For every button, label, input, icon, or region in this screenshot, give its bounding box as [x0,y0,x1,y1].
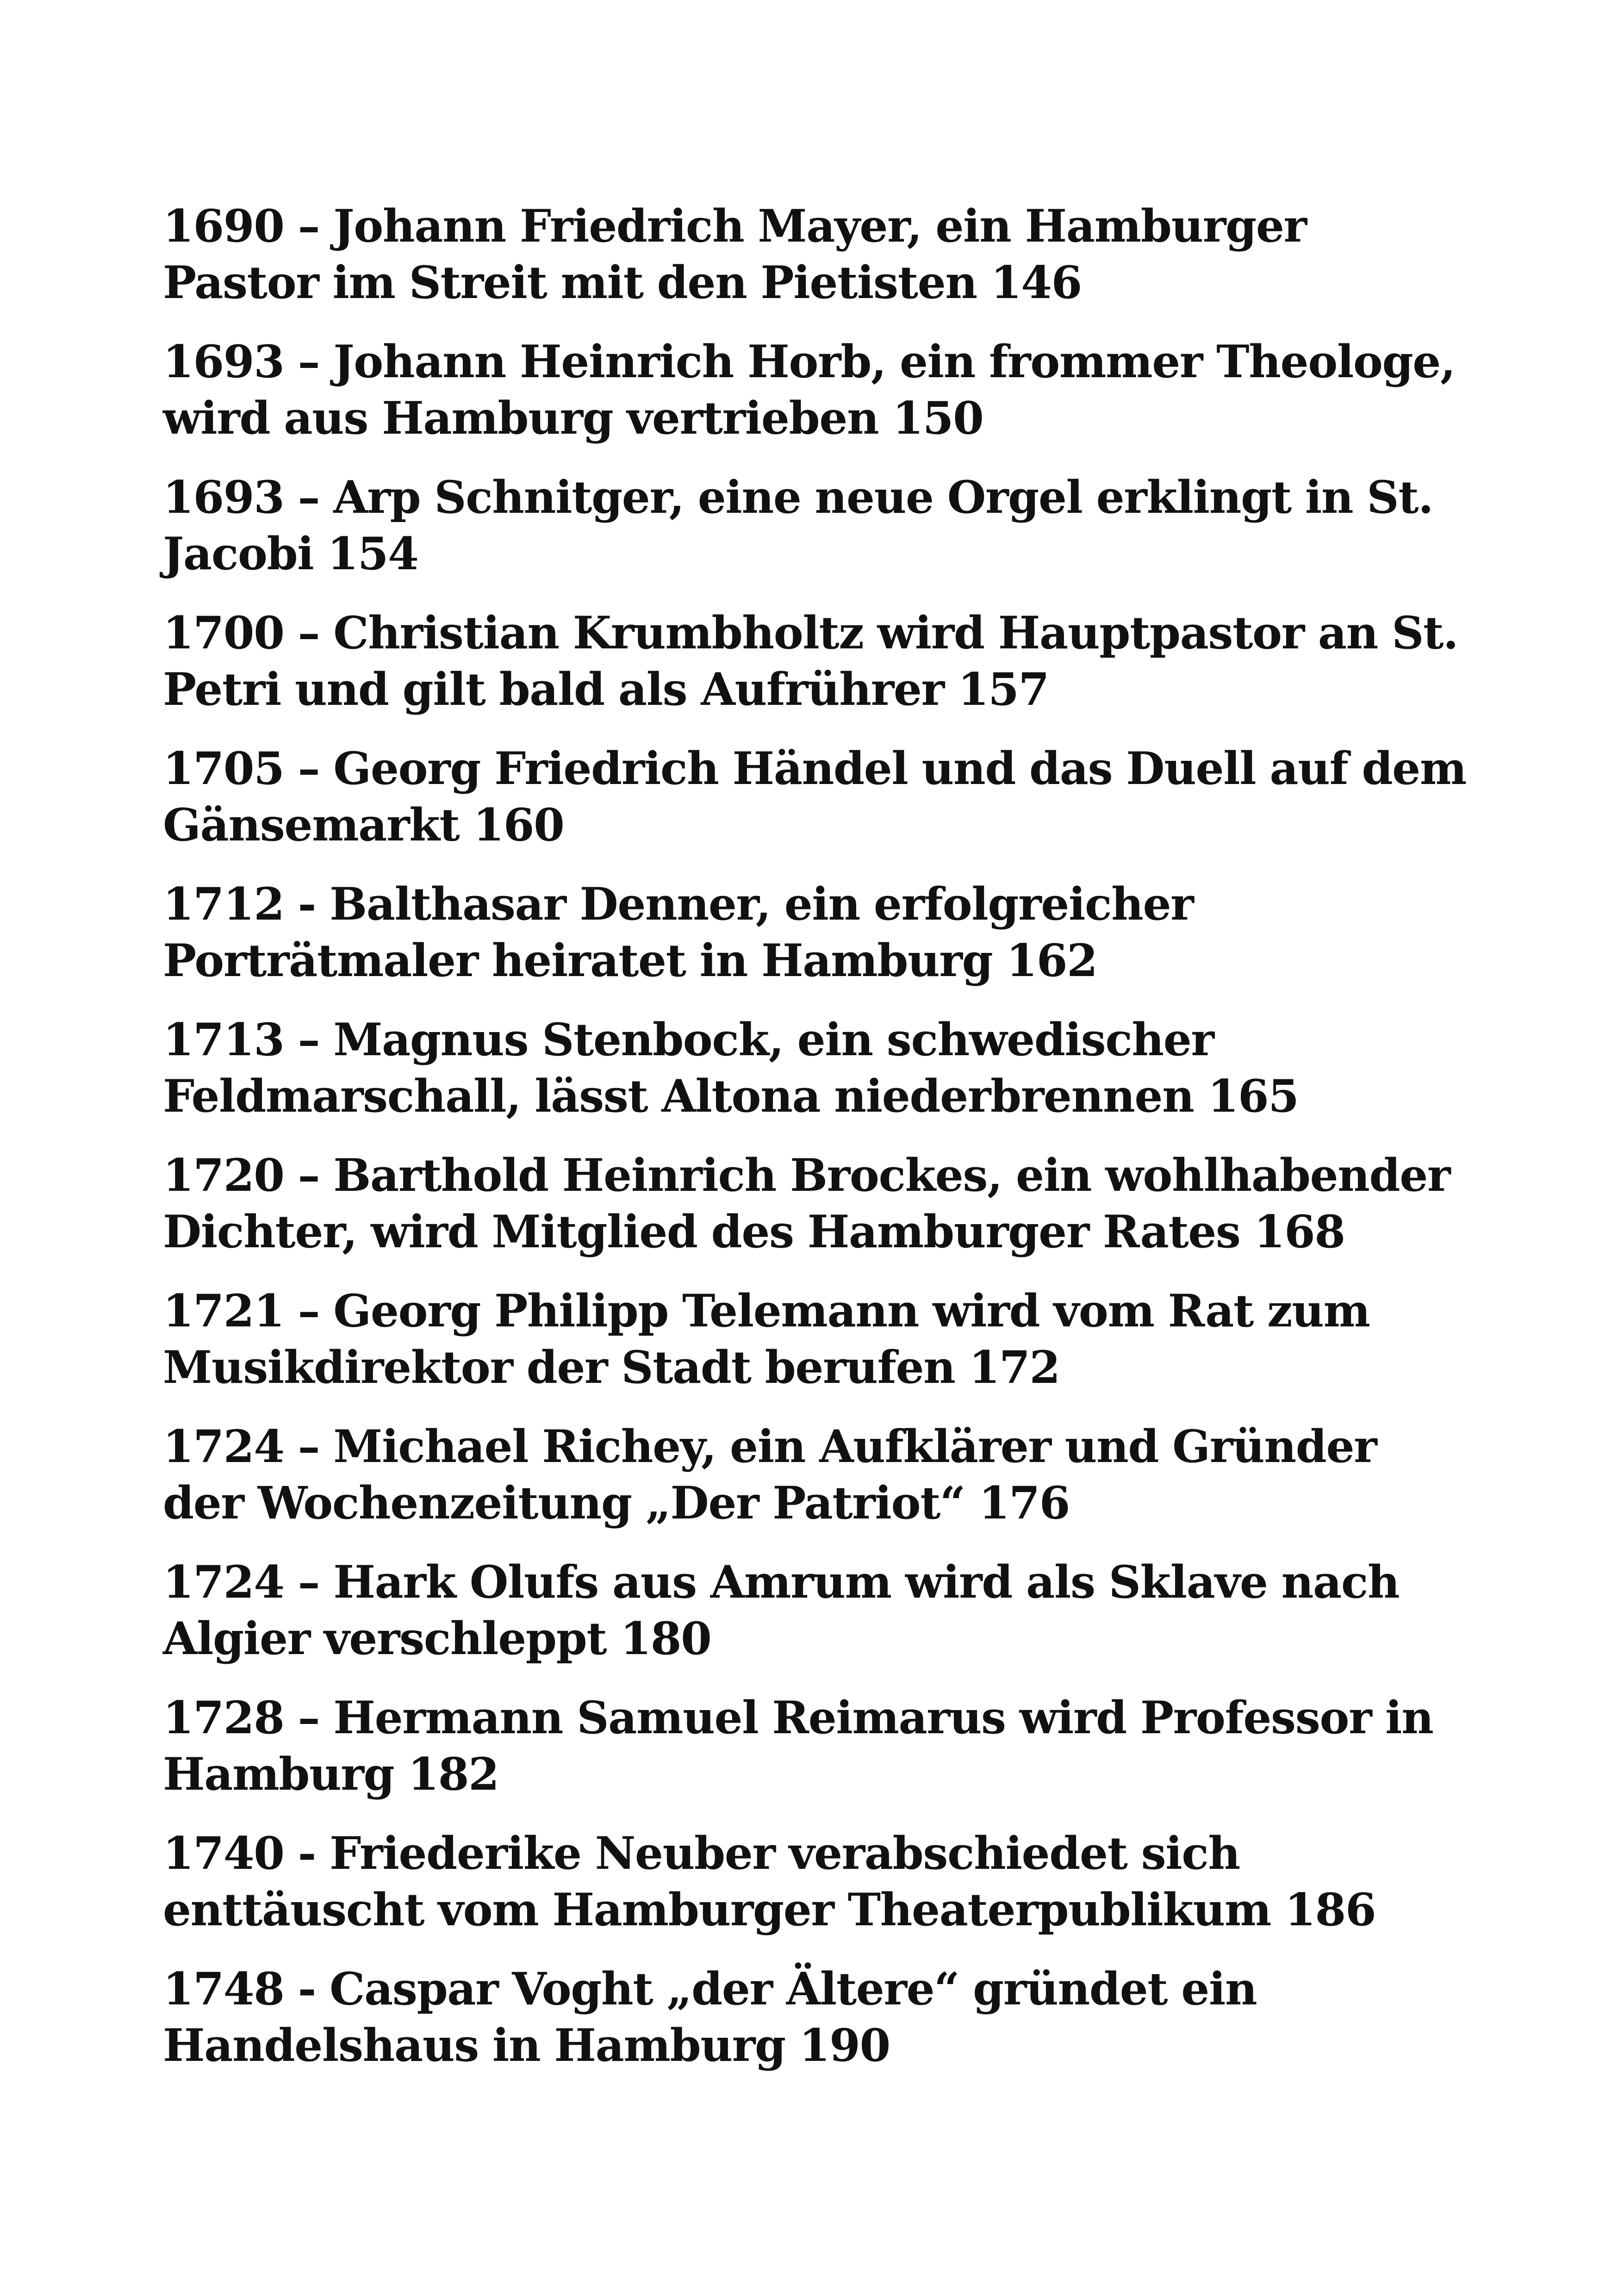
entry-page-number: 157 [958,663,1049,716]
entry-title: Caspar Voght „der Ältere“ gründet ein Handelshaus in Hamburg [163,1963,1257,2072]
entry-separator: – [298,1014,320,1066]
entry-separator: – [298,336,320,388]
entry-page-number: 186 [1285,1884,1376,1936]
entry-page-number: 162 [1006,934,1097,987]
entry-page-number: 146 [990,256,1082,309]
toc-entry [163,1147,1468,1260]
entry-page-number: 150 [892,392,983,444]
entry-separator: – [298,1420,320,1473]
entry-title: Balthasar Denner, ein erfolgreicher Porträtmaler heiratet in Hamburg [163,878,1194,987]
entry-year: 1724 [163,1556,284,1608]
toc-entry [163,1961,1468,2074]
entry-page-number: 154 [327,528,418,580]
toc-entry [163,1419,1468,1531]
toc-entry [163,740,1468,853]
entry-title: Hermann Samuel Reimarus wird Professor in Hamburg [163,1692,1433,1800]
entry-title: Barthold Heinrich Brockes, ein wohlhabender Dichter, wird Mitglied des Hamburger Rates [163,1149,1450,1258]
entry-page-number: 168 [1254,1206,1345,1258]
entry-separator: – [298,1692,320,1744]
entry-year: 1740 [163,1827,284,1879]
entry-title: Magnus Stenbock, ein schwedischer Feldmarschall, lässt Altona niederbrennen [163,1014,1214,1122]
entry-page-number: 165 [1207,1070,1299,1122]
entry-separator: – [298,471,320,523]
entry-page-number: 176 [978,1477,1070,1529]
toc-entry [163,876,1468,989]
entry-title: Arp Schnitger, eine neue Orgel erklingt in St. Jacobi [163,471,1433,580]
entry-year: 1690 [163,200,284,252]
entry-year: 1712 [163,878,284,930]
toc-entry [163,334,1468,447]
toc-entry [163,1825,1468,1938]
entry-separator: – [298,1556,320,1608]
entry-year: 1693 [163,336,284,388]
entry-year: 1728 [163,1692,284,1744]
entry-year: 1721 [163,1285,284,1337]
entry-year: 1705 [163,742,284,795]
entry-title: Georg Friedrich Händel und das Duell auf dem Gänsemarkt [163,742,1467,851]
toc-entry [163,1554,1468,1667]
toc-entry [163,1690,1468,1803]
entry-separator: – [298,200,320,252]
entry-title: Johann Friedrich Mayer, ein Hamburger Pastor im Streit mit den Pietisten [163,200,1307,309]
entry-page-number: 160 [473,799,564,851]
entry-page-number: 180 [620,1612,711,1665]
entry-title: Hark Olufs aus Amrum wird als Sklave nach Algier verschleppt [163,1556,1400,1665]
entry-separator: – [298,1285,320,1337]
entry-title: Michael Richey, ein Aufklärer und Gründer der Wochenzeitung „Der Patriot“ [163,1420,1377,1529]
entry-year: 1724 [163,1420,284,1473]
table-of-contents [163,198,1468,2097]
entry-year: 1720 [163,1149,284,1201]
entry-separator: – [298,607,320,659]
toc-entry [163,1012,1468,1125]
entry-year: 1713 [163,1014,284,1066]
entry-page-number: 182 [408,1748,499,1800]
toc-entry [163,1283,1468,1396]
entry-title: Christian Krumbholtz wird Hauptpastor an St. Petri und gilt bald als Aufrührer [163,607,1458,716]
entry-separator: – [298,1149,320,1201]
entry-year: 1693 [163,471,284,523]
entry-separator: – [298,742,320,795]
entry-title: Johann Heinrich Horb, ein frommer Theologe, wird aus Hamburg vertrieben [163,336,1455,444]
entry-separator: - [298,878,316,930]
entry-page-number: 172 [969,1341,1060,1394]
entry-year: 1700 [163,607,284,659]
toc-entry [163,605,1468,718]
entry-separator: - [298,1827,316,1879]
entry-year: 1748 [163,1963,284,2015]
entry-title: Friederike Neuber verabschiedet sich enttäuscht vom Hamburger Theaterpublikum [163,1827,1271,1936]
entry-separator: - [298,1963,316,2015]
entry-page-number: 190 [799,2019,890,2072]
toc-entry [163,198,1468,311]
entry-title: Georg Philipp Telemann wird vom Rat zum Musikdirektor der Stadt berufen [163,1285,1370,1394]
toc-entry [163,469,1468,582]
